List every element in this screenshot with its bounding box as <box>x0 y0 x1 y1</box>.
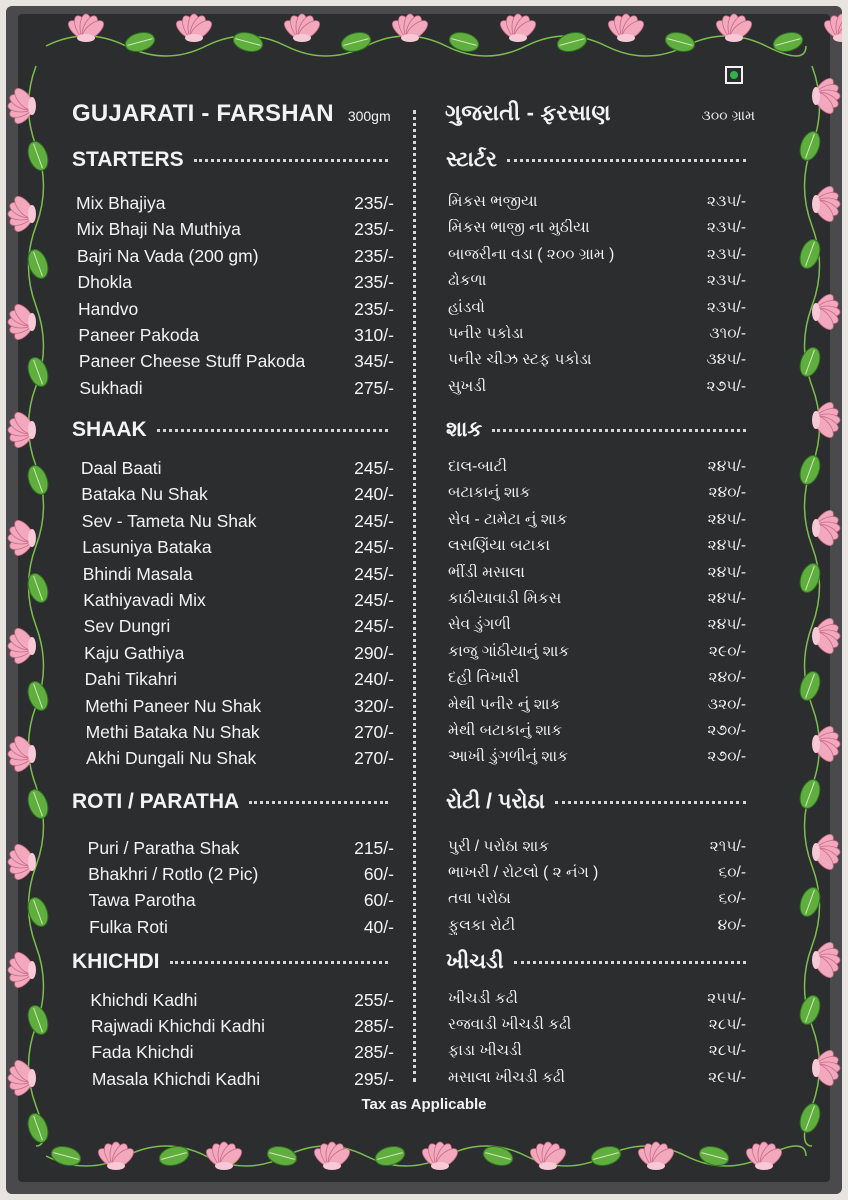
menu-item <box>78 299 394 320</box>
item-name-gujarati: સેવ - ટામેટા નું શાક <box>448 510 568 528</box>
menu-item <box>448 1069 746 1087</box>
item-name: Fulka Roti <box>89 916 168 937</box>
item-name-gujarati: મિકસ ભાજી ના મુઠીયા <box>448 219 590 237</box>
menu-item <box>448 917 746 935</box>
menu-item <box>448 643 746 661</box>
item-name: Fada Khichdi <box>91 1042 194 1063</box>
menu-item <box>89 917 394 938</box>
dotted-leader <box>514 961 746 964</box>
item-name-gujarati: મસાલા ખીચડી કઢી <box>448 1068 566 1086</box>
menu-item <box>448 990 746 1008</box>
left-title-row <box>72 100 412 140</box>
section-header <box>446 418 746 442</box>
item-name: Handvo <box>77 298 139 319</box>
menu-item <box>448 458 746 476</box>
menu-item <box>77 219 394 240</box>
section-title-english: SHAAK <box>72 418 147 441</box>
item-price: 235/- <box>354 272 394 293</box>
item-price-gujarati: ૨૪૫/- <box>707 616 746 634</box>
item-price-gujarati: ૨૮૫/- <box>708 1042 746 1060</box>
menu-item <box>448 219 746 237</box>
menu-item <box>448 669 746 687</box>
item-price-gujarati: ૪૦/- <box>717 916 746 934</box>
section-title-gujarati: શાક <box>446 418 483 441</box>
item-name: Paneer Cheese Stuff Pakoda <box>78 351 306 372</box>
menu-item <box>448 616 746 634</box>
menu-item <box>77 246 394 267</box>
item-price: 255/- <box>354 990 394 1010</box>
item-price: 285/- <box>354 1016 394 1037</box>
item-name: Akhi Dungali Nu Shak <box>86 748 257 769</box>
menu-item <box>448 299 746 317</box>
item-price-gujarati: ૬૦/- <box>718 864 746 882</box>
item-name-gujarati: આખી ડુંગળીનું શાક <box>448 748 569 766</box>
menu-item <box>448 511 746 529</box>
item-name: Dahi Tikahri <box>84 669 178 690</box>
dotted-leader <box>157 429 388 432</box>
menu-item <box>448 890 746 908</box>
menu-item <box>89 890 394 911</box>
item-name-gujarati: લસણિંયા બટાકા <box>448 537 551 555</box>
menu-item <box>448 748 746 766</box>
menu-quantity-english: 300gm <box>347 108 391 124</box>
item-name: Mix Bhaji Na Muthiya <box>76 219 241 240</box>
menu-item <box>85 669 394 690</box>
item-name: Kaju Gathiya <box>84 642 185 663</box>
item-price: 60/- <box>363 864 394 885</box>
menu-item <box>91 1016 394 1037</box>
item-price: 270/- <box>354 722 394 742</box>
menu-item <box>86 748 394 769</box>
item-price-gujarati: ૨૭૦/- <box>707 722 746 739</box>
menu-item <box>76 193 394 214</box>
item-price: 235/- <box>354 219 394 240</box>
menu-item <box>448 378 746 396</box>
item-name: Sev Dungri <box>83 616 171 637</box>
item-price: 60/- <box>363 890 394 911</box>
veg-icon <box>725 66 743 84</box>
menu-item <box>448 864 746 882</box>
item-name-gujarati: ઢોકળા <box>448 272 487 290</box>
item-price: 245/- <box>354 616 394 637</box>
section-header <box>72 950 388 974</box>
menu-item <box>448 325 746 343</box>
section-title-english: STARTERS <box>72 148 184 171</box>
item-name: Lasuniya Bataka <box>82 537 212 558</box>
item-price: 235/- <box>354 193 394 213</box>
item-price-gujarati: ૨૭૫/- <box>706 377 746 395</box>
item-price-gujarati: ૨૧૫/- <box>709 838 746 855</box>
item-name: Rajwadi Khichdi Kadhi <box>90 1016 265 1037</box>
menu-item <box>83 564 394 585</box>
item-price: 285/- <box>354 1042 394 1063</box>
item-name: Bhakhri / Rotlo (2 Pic) <box>88 864 259 885</box>
menu-item <box>84 616 394 637</box>
menu-item <box>448 246 746 264</box>
item-price: 320/- <box>354 695 394 716</box>
item-name-gujarati: પુરી / પરોઠા શાક <box>448 838 550 855</box>
item-price-gujarati: ૨૩૫/- <box>706 272 746 290</box>
item-price-gujarati: ૨૪૦/- <box>708 669 746 687</box>
item-name: Khichdi Kadhi <box>90 990 198 1010</box>
section-title-gujarati: સ્ટાર્ટર <box>446 148 497 171</box>
item-name: Bataka Nu Shak <box>81 484 208 505</box>
item-price: 240/- <box>354 669 394 690</box>
item-name-gujarati: ફાડા ખીચડી <box>448 1042 522 1060</box>
item-price: 235/- <box>354 298 394 319</box>
item-price: 290/- <box>354 642 394 663</box>
item-name: Dhokla <box>77 272 132 293</box>
item-price-gujarati: ૨૪૫/- <box>707 537 746 555</box>
menu-item <box>448 537 746 555</box>
dotted-leader <box>492 429 746 432</box>
item-name-gujarati: ભીંડી મસાલા <box>448 563 525 581</box>
item-name-gujarati: રજવાડી ખીચડી કઢી <box>448 1016 572 1034</box>
menu-item <box>90 990 394 1011</box>
menu-item <box>78 325 394 346</box>
item-name: Masala Khichdi Kadhi <box>91 1068 261 1089</box>
item-name: Tawa Parotha <box>88 890 196 911</box>
dotted-leader <box>507 159 746 162</box>
menu-item <box>92 1069 394 1090</box>
menu-title-english: GUJARATI - FARSHAN <box>72 100 334 127</box>
menu-item <box>83 590 394 611</box>
item-price: 345/- <box>354 351 394 372</box>
item-name-gujarati: ફુલકા રોટી <box>448 916 516 934</box>
menu-item <box>88 864 394 885</box>
item-name: Methi Paneer Nu Shak <box>85 695 262 716</box>
menu-item <box>448 351 746 369</box>
menu-item <box>448 1042 746 1060</box>
item-price-gujarati: ૨૭૦/- <box>707 748 746 766</box>
item-price: 235/- <box>354 245 394 266</box>
item-price-gujarati: ૩૪૫/- <box>706 351 746 369</box>
item-name-gujarati: પનીર પકોડા <box>448 325 524 342</box>
item-name-gujarati: દહી તિખારી <box>448 669 520 687</box>
menu-title-gujarati: ગુજરાતી - ફરસાણ <box>445 100 611 125</box>
section-header <box>72 790 388 814</box>
column-divider <box>413 110 416 1082</box>
item-name: Kathiyavadi Mix <box>83 590 206 610</box>
menu-item <box>448 590 746 608</box>
menu-item <box>82 537 394 558</box>
item-name: Bajri Na Vada (200 gm) <box>77 245 259 266</box>
item-price: 245/- <box>354 537 394 558</box>
menu-item <box>88 838 394 859</box>
item-price: 245/- <box>354 458 394 478</box>
item-name: Mix Bhajiya <box>76 193 166 213</box>
section-title-gujarati: રોટી / પરોઠા <box>446 790 545 813</box>
item-price-gujarati: ૨૪૦/- <box>708 484 746 502</box>
item-price: 245/- <box>354 563 394 584</box>
item-name-gujarati: મિકસ ભજીયા <box>448 193 538 210</box>
item-name-gujarati: હાંડવો <box>448 298 485 316</box>
item-name: Methi Bataka Nu Shak <box>85 722 260 742</box>
section-title-english: KHICHDI <box>72 950 160 973</box>
item-price-gujarati: ૨૯૦/- <box>708 642 746 660</box>
item-price: 240/- <box>354 484 394 505</box>
item-name: Bhindi Masala <box>82 563 193 584</box>
menu-quantity-gujarati: ૩૦૦ ગ્રામ <box>701 107 755 123</box>
item-name-gujarati: દાલ-બાટી <box>448 458 508 475</box>
item-price-gujarati: ૨૫૫/- <box>707 990 746 1007</box>
dotted-leader <box>249 801 388 804</box>
item-name-gujarati: મેથી બટાકાનું શાક <box>448 722 563 739</box>
item-price: 40/- <box>363 916 394 937</box>
item-price-gujarati: ૩૨૦/- <box>707 695 746 713</box>
menu-item <box>448 564 746 582</box>
item-price-gujarati: ૨૪૫/- <box>707 458 746 475</box>
item-name-gujarati: તવા પરોઠા <box>448 890 511 908</box>
section-header <box>72 418 388 442</box>
dotted-leader <box>555 801 746 804</box>
item-price-gujarati: ૨૪૫/- <box>707 590 746 607</box>
item-price-gujarati: ૨૪૫/- <box>707 563 746 581</box>
item-price-gujarati: ૨૮૫/- <box>708 1016 746 1034</box>
menu-item <box>84 643 394 664</box>
section-header <box>72 148 388 172</box>
item-name: Sev - Tameta Nu Shak <box>81 510 257 531</box>
item-price-gujarati: ૨૪૫/- <box>707 510 746 528</box>
item-price-gujarati: ૨૩૫/- <box>706 219 746 237</box>
section-title-english: ROTI / PARATHA <box>72 790 240 813</box>
item-name: Daal Baati <box>80 458 162 478</box>
item-price-gujarati: ૨૯૫/- <box>708 1068 746 1086</box>
dotted-leader <box>170 961 389 964</box>
section-header <box>446 148 746 172</box>
menu-item <box>448 838 746 856</box>
item-name: Puri / Paratha Shak <box>87 838 240 858</box>
menu-item <box>82 511 394 532</box>
item-name: Paneer Pakoda <box>78 325 200 345</box>
item-name-gujarati: કાઠીયાવાડી મિકસ <box>448 590 562 607</box>
item-price: 270/- <box>354 748 394 769</box>
item-name: Sukhadi <box>79 377 143 398</box>
menu-item <box>448 1016 746 1034</box>
item-name-gujarati: બાજરીના વડા ( ૨૦૦ ગ્રામ ) <box>448 245 615 263</box>
item-name-gujarati: ખીચડી કઢી <box>448 990 518 1007</box>
menu-item <box>448 272 746 290</box>
item-price-gujarati: ૨૩૫/- <box>706 245 746 263</box>
item-price: 245/- <box>354 590 394 610</box>
item-name-gujarati: સુખડી <box>448 377 487 395</box>
item-price-gujarati: ૩૧૦/- <box>709 325 746 342</box>
menu-item <box>448 484 746 502</box>
item-name-gujarati: ભાખરી / રોટલો ( ૨ નંગ ) <box>448 864 599 882</box>
menu-item <box>448 722 746 740</box>
menu-item <box>85 696 394 717</box>
menu-item <box>81 458 394 479</box>
menu-item <box>81 484 394 505</box>
item-price: 245/- <box>354 510 394 531</box>
item-name-gujarati: મેથી પનીર નું શાક <box>448 695 561 713</box>
item-name-gujarati: સેવ ડુંગળી <box>448 616 511 634</box>
menu-item <box>448 696 746 714</box>
dotted-leader <box>194 159 388 162</box>
section-header <box>446 790 746 814</box>
section-title-gujarati: ખીચડી <box>446 950 504 973</box>
item-name-gujarati: બટાકાનું શાક <box>448 484 531 502</box>
item-name-gujarati: પનીર ચીઝ સ્ટફ પકોડા <box>448 351 592 369</box>
menu-item <box>79 351 394 372</box>
tax-note: Tax as Applicable <box>361 1096 487 1113</box>
item-name-gujarati: કાજુ ગાંઠીયાનું શાક <box>448 642 570 660</box>
menu-item <box>77 272 394 293</box>
item-price: 295/- <box>354 1068 394 1089</box>
section-header <box>446 950 746 974</box>
item-price-gujarati: ૨૩૫/- <box>706 298 746 316</box>
menu-item <box>79 378 394 399</box>
menu-item <box>86 722 394 743</box>
item-price: 310/- <box>354 325 394 345</box>
item-price: 275/- <box>354 377 394 398</box>
item-price-gujarati: ૨૩૫/- <box>706 193 746 210</box>
right-title-row <box>445 100 755 140</box>
item-price: 215/- <box>354 838 394 858</box>
menu-item <box>91 1042 394 1063</box>
item-price-gujarati: ૬૦/- <box>718 890 746 908</box>
menu-item <box>448 193 746 211</box>
